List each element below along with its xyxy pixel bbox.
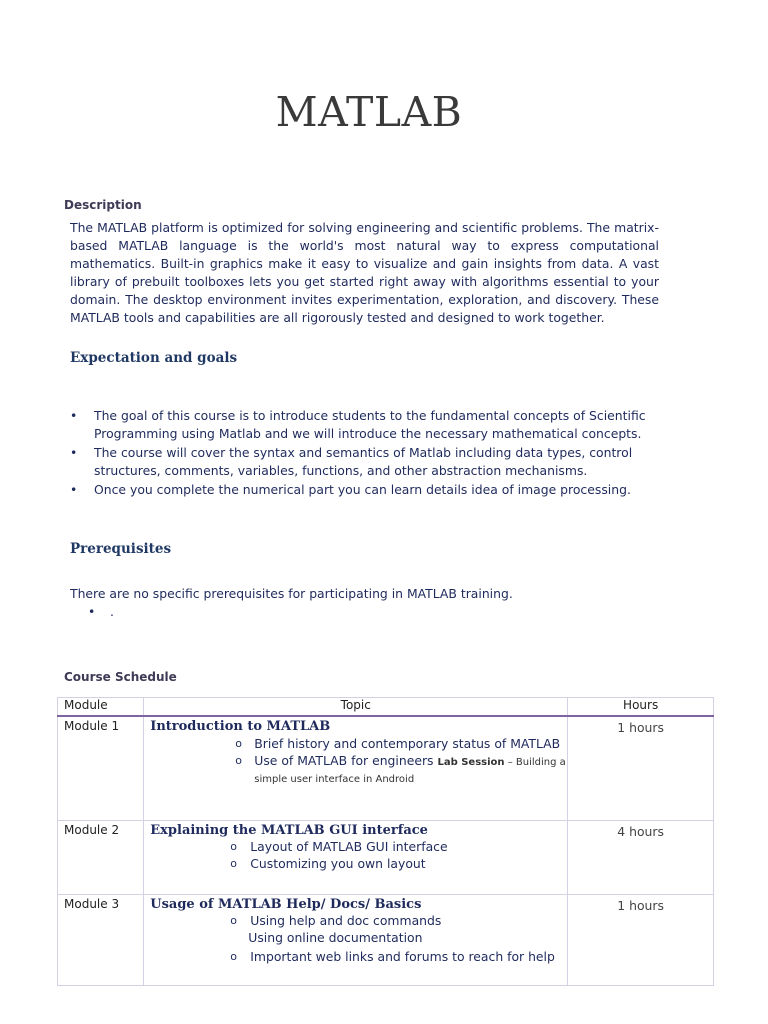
hours-cell: 1 hours (568, 716, 714, 821)
lab-session-text: simple user interface in Android (254, 774, 415, 785)
circle-bullet-icon: o (230, 914, 237, 927)
table-row (58, 821, 714, 895)
bullet-icon: • (70, 482, 78, 497)
goals-list (70, 407, 670, 500)
empty-list-item: . (110, 604, 114, 619)
schedule-table (57, 697, 714, 986)
sub-item (144, 948, 567, 965)
circle-bullet-icon: o (230, 950, 237, 963)
sub-item-text: Using help and doc commands (250, 913, 442, 928)
sub-item-text: Important web links and forums to reach for help (250, 949, 555, 964)
header-topic: Topic (144, 698, 568, 717)
goal-text: Once you complete the numerical part you can learn details idea of image processing. (94, 482, 631, 497)
topic-title: Explaining the MATLAB GUI interface (150, 823, 428, 838)
sub-item (144, 929, 567, 946)
topic-title: Introduction to MATLAB (150, 719, 331, 734)
sub-item (144, 752, 567, 771)
table-row (58, 716, 714, 821)
header-module: Module (58, 698, 144, 717)
schedule-label: Course Schedule (64, 670, 177, 684)
prerequisites-text: There are no specific prerequisites for participating in MATLAB training. (70, 586, 513, 601)
description-label: Description (64, 198, 142, 212)
sub-item (144, 912, 567, 929)
table-row (58, 895, 714, 986)
goal-text: The course will cover the syntax and semantics of Matlab including data types, control structures, comments, variables, functions, and other abstraction mechanisms. (94, 445, 633, 478)
goal-text: The goal of this course is to introduce students to the fundamental concepts of Scientific Programming using Matlab and we will introduce the necessary mathematical concepts. (94, 408, 646, 441)
sub-item-text: Brief history and contemporary status of MATLAB (254, 736, 561, 751)
topic-title: Usage of MATLAB Help/ Docs/ Basics (150, 897, 422, 912)
list-item (70, 444, 670, 480)
circle-bullet-icon: o (230, 840, 237, 853)
bullet-icon: • (70, 445, 78, 460)
prerequisites-heading: Prerequisites (70, 541, 172, 557)
sub-item-text: Using online documentation (248, 930, 423, 945)
hours-cell: 4 hours (568, 821, 714, 895)
description-text: The MATLAB platform is optimized for solving engineering and scientific problems. The matrix-based MATLAB language is the world's most natural way to express computational mathematics. Built-in graphics make it easy to visualize and gain insights from data. A vast library of prebuilt toolboxes lets you get started right away with algorithms essential to your domain. The desktop environment invites experimentation, exploration, and discovery. These MATLAB tools and capabilities are all rigorously tested and designed to work together. (70, 220, 659, 325)
bullet-icon: • (70, 408, 78, 423)
module-cell: Module 2 (58, 821, 144, 895)
module-cell: Module 3 (58, 895, 144, 986)
circle-bullet-icon: o (235, 737, 242, 750)
table-header-row (58, 698, 714, 717)
sub-item-text: Customizing you own layout (250, 856, 426, 871)
sub-item (144, 855, 567, 872)
hours-cell: 1 hours (568, 895, 714, 986)
circle-bullet-icon: o (230, 857, 237, 870)
lab-session-label: Lab Session – Building a (437, 757, 566, 768)
topic-cell (144, 895, 568, 986)
sub-item-text: Layout of MATLAB GUI interface (250, 839, 448, 854)
module-cell: Module 1 (58, 716, 144, 821)
list-item (70, 481, 670, 499)
circle-bullet-icon: o (235, 754, 242, 767)
list-item (70, 407, 670, 443)
header-hours: Hours (568, 698, 714, 717)
topic-cell (144, 716, 568, 821)
sub-item-text: Use of MATLAB for engineers (254, 753, 434, 768)
goals-heading: Expectation and goals (70, 350, 238, 366)
sub-item (144, 735, 567, 752)
topic-cell (144, 821, 568, 895)
bullet-icon: • (88, 604, 96, 619)
page-title: MATLAB (275, 88, 463, 136)
sub-item (144, 838, 567, 855)
